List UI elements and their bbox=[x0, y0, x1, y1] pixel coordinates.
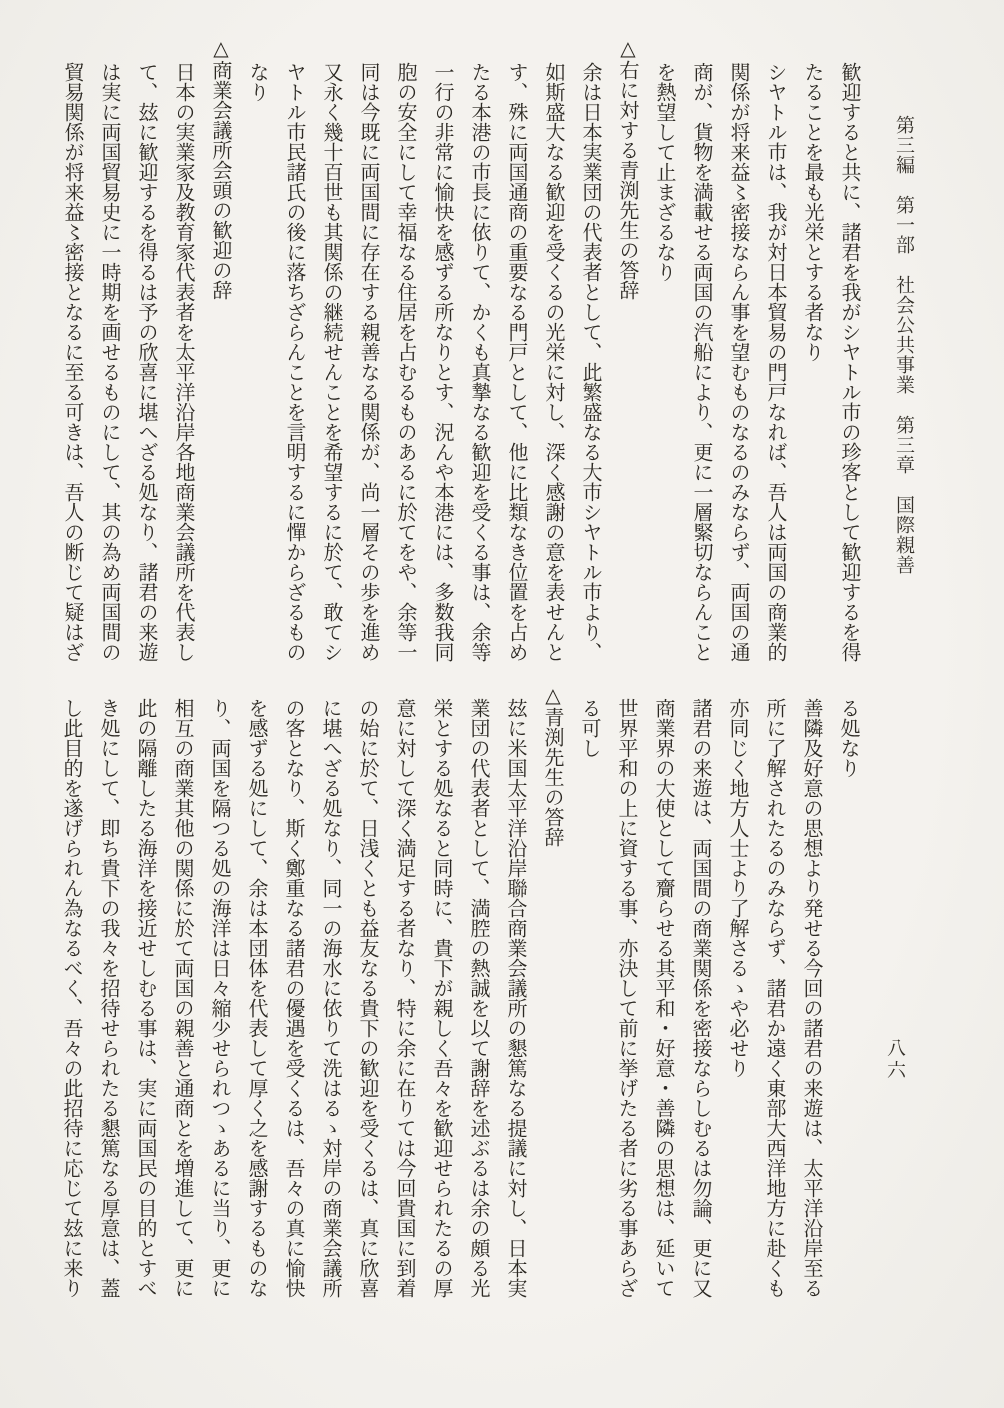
text-column: き処にして、即ち貴下の我々を招待せられたる懇篤なる厚意は、蓋 bbox=[97, 698, 119, 1298]
page-number: 八六 bbox=[884, 1038, 905, 1082]
text-column: 如斯盛大なる歓迎を受くるの光栄に対し、深く感謝の意を表せんと bbox=[542, 62, 564, 662]
text-column: て、玆に歓迎するを得るは予の欣喜に堪へざる処なり、諸君の来遊 bbox=[135, 62, 157, 662]
text-column: を熱望して止まざるなり bbox=[653, 62, 675, 282]
text-column: 胞の安全にして幸福なる住居を占むるものあるに於てをや、余等一 bbox=[394, 62, 416, 662]
text-column: 余は日本実業団の代表者として、此繁盛なる大市シヤトル市より、 bbox=[579, 62, 601, 662]
text-column: たることを最も光栄とする者なり bbox=[801, 62, 823, 362]
text-column: なり bbox=[246, 62, 268, 102]
text-column: 業団の代表者として、満腔の熱誠を以て謝辞を述ぶるは余の頗る光 bbox=[467, 698, 489, 1298]
text-column: 又永く幾十百世も其関係の継続せんことを希望するに於て、敢てシ bbox=[320, 62, 342, 662]
text-column: ヤトル市民諸氏の後に落ちざらんことを言明するに憚からざるもの bbox=[283, 62, 305, 662]
upper-text-block bbox=[53, 36, 867, 662]
text-column: 相互の商業其他の関係に於て両国の親善と通商とを増進して、更に bbox=[171, 698, 193, 1298]
text-column: を感ずる処にして、余は本団体を代表して厚く之を感謝するものな bbox=[245, 698, 267, 1298]
text-column: たる本港の市長に依りて、かくも真摯なる歓迎を受くる事は、余等 bbox=[468, 62, 490, 662]
text-column: 商業界の大使として齎らせる其平和・好意・善隣の思想は、延いて bbox=[652, 698, 674, 1298]
text-column: 貿易関係が将来益〻密接となるに至る可きは、吾人の断じて疑はざ bbox=[61, 62, 83, 662]
text-column: る可し bbox=[578, 698, 600, 758]
text-column: 所に了解されたるのみならず、諸君か遠く東部大西洋地方に赴くも bbox=[763, 698, 785, 1298]
section-heading-column: △商業会議所会頭の歓迎の辞 bbox=[209, 36, 231, 300]
text-column: シヤトル市は、我が対日本貿易の門戸なれば、吾人は両国の商業的 bbox=[764, 62, 786, 662]
text-column: 世界平和の上に資する事、亦決して前に挙げたる者に劣る事あらざ bbox=[615, 698, 637, 1298]
text-column: る処なり bbox=[837, 698, 859, 778]
text-column: は実に両国貿易史に一時期を画せるものにして、其の為め両国間の bbox=[98, 62, 120, 662]
text-column: 一行の非常に愉快を感ずる所なりとす、況んや本港には、多数我同 bbox=[431, 62, 453, 662]
text-column: り、両国を隔つる処の海洋は日々縮少せられつゝあるに当り、更に bbox=[208, 698, 230, 1298]
text-column: の客となり、斯く鄭重なる諸君の優遇を受くるは、吾々の真に愉快 bbox=[282, 698, 304, 1298]
text-column: 善隣及好意の思想より発せる今回の諸君の来遊は、太平洋沿岸至る bbox=[800, 698, 822, 1298]
running-head: 第三編 第一部 社会公共事業 第三章 国際親善 bbox=[893, 115, 914, 575]
section-heading-column: △青渕先生の答辞 bbox=[541, 683, 563, 847]
text-column: 亦同じく地方人士より了解さるゝや必せり bbox=[726, 698, 748, 1078]
lower-text-block bbox=[52, 683, 866, 1298]
text-column: の始に於て、日浅くとも益友なる貴下の歓迎を受くるは、真に欣喜 bbox=[356, 698, 378, 1298]
text-column: 諸君の来遊は、両国間の商業関係を密接ならしむるは勿論、更に又 bbox=[689, 698, 711, 1298]
text-column: に堪へざる処なり、同一の海水に依りて洗はるゝ対岸の商業会議所 bbox=[319, 698, 341, 1298]
section-heading-column: △右に対する青渕先生の答辞 bbox=[616, 36, 638, 300]
text-column: す、殊に両国通商の重要なる門戸として、他に比類なき位置を占め bbox=[505, 62, 527, 662]
text-column: 日本の実業家及教育家代表者を太平洋沿岸各地商業会議所を代表し bbox=[172, 62, 194, 662]
text-column: 栄とする処なると同時に、貴下が親しく吾々を歓迎せられたるの厚 bbox=[430, 698, 452, 1298]
text-column: 玆に米国太平洋沿岸聯合商業会議所の懇篤なる提議に対し、日本実 bbox=[504, 698, 526, 1298]
text-column: 此の隔離したる海洋を接近せしむる事は、実に両国民の目的とすべ bbox=[134, 698, 156, 1298]
text-column: 歓迎すると共に、諸君を我がシヤトル市の珍客として歓迎するを得 bbox=[838, 62, 860, 662]
text-column: し此目的を遂げられん為なるべく、吾々の此招待に応じて玆に来り bbox=[60, 698, 82, 1298]
text-column: 関係が将来益〻密接ならん事を望むものなるのみならず、両国の通 bbox=[727, 62, 749, 662]
text-column: 意に対して深く満足する者なり、特に余に在りては今回貴国に到着 bbox=[393, 698, 415, 1298]
text-column: 同は今既に両国間に存在する親善なる関係が、尚一層その歩を進め bbox=[357, 62, 379, 662]
text-column: 商が、貨物を満載せる両国の汽船により、更に一層緊切ならんこと bbox=[690, 62, 712, 662]
